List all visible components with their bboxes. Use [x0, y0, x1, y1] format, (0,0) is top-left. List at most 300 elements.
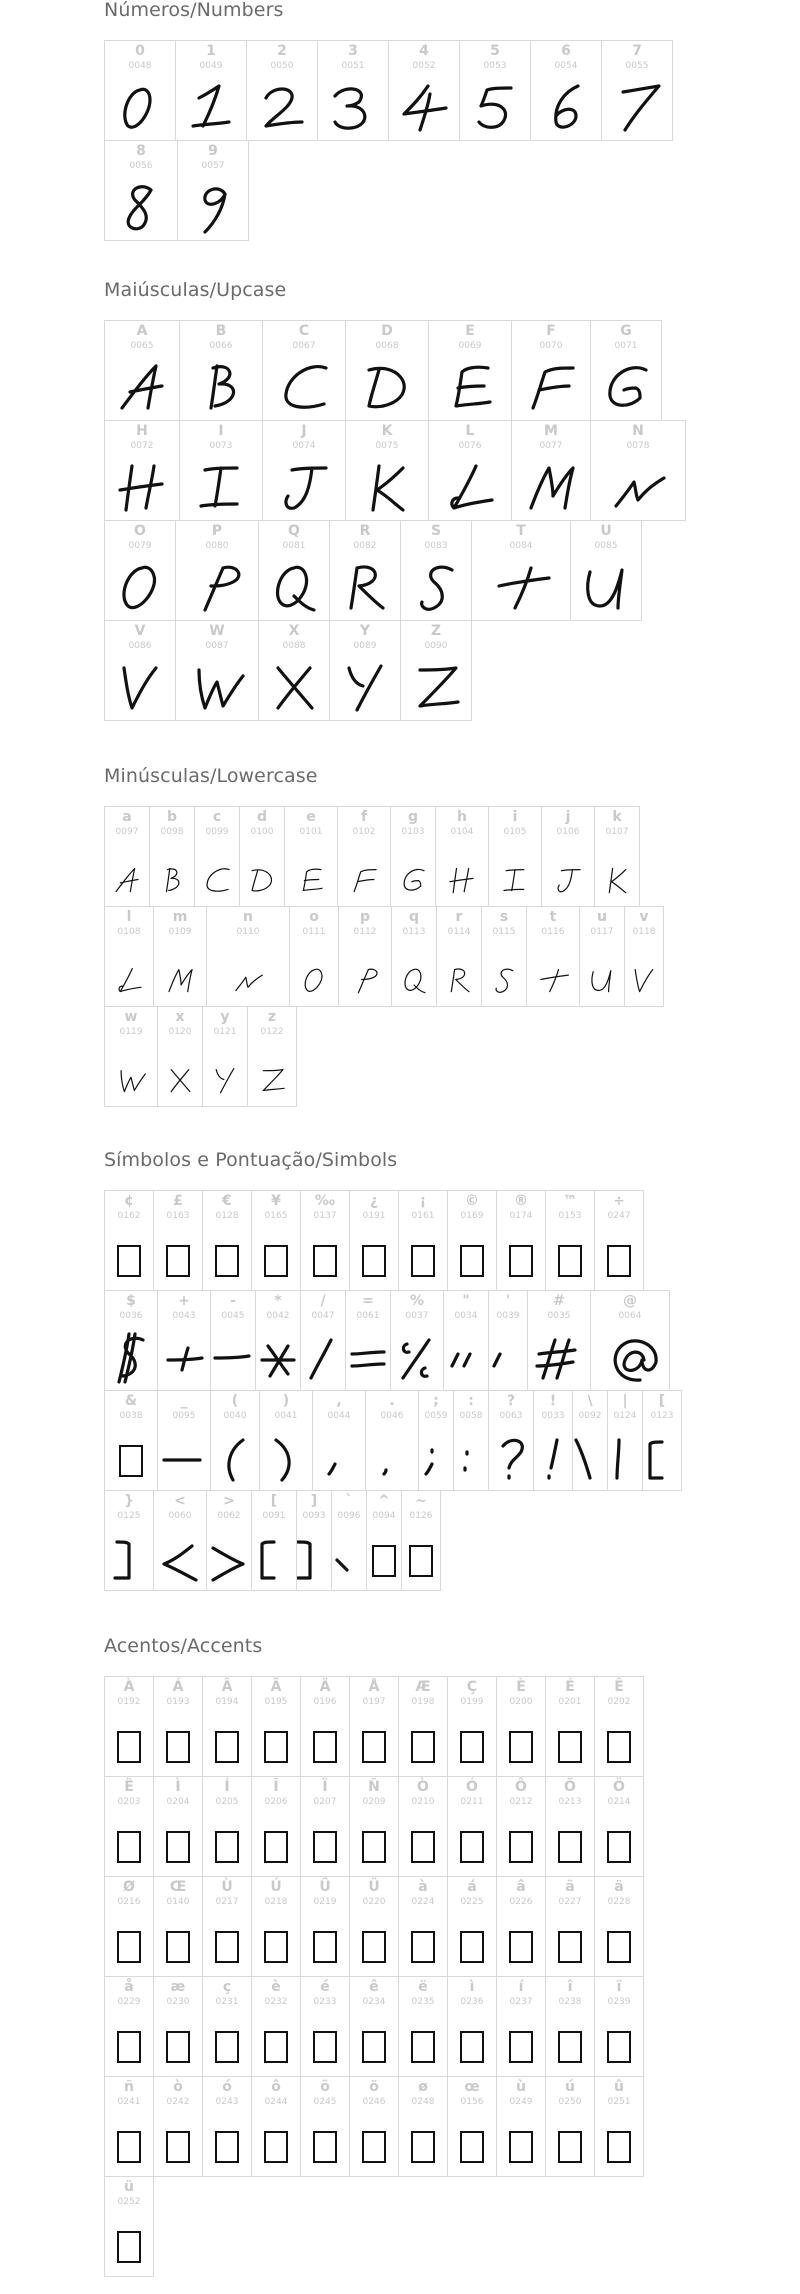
glyph-cell: [202, 1006, 248, 1107]
glyph-sample: [105, 1710, 153, 1772]
glyph-cell: [545, 1190, 595, 1291]
glyph-character: Ò: [417, 1779, 429, 1795]
glyph-stroke: [168, 1348, 202, 1370]
glyph-sample: [643, 1424, 681, 1486]
missing-glyph-box: [461, 2132, 483, 2162]
glyph-stroke: [384, 1470, 386, 1474]
glyph-character: \: [587, 1393, 593, 1409]
glyph-code: 0044: [327, 1411, 351, 1421]
glyph-cell: [104, 1490, 154, 1591]
glyph-stroke: [335, 89, 365, 128]
glyph-character: ñ: [124, 2079, 134, 2095]
glyph-cell: [262, 320, 346, 421]
glyph-sample: [367, 1524, 401, 1586]
glyph-grid: [104, 1676, 800, 2276]
glyph-character: [: [658, 1393, 666, 1409]
glyph-code: 0047: [311, 1311, 335, 1321]
glyph-character: ò: [173, 2079, 183, 2095]
glyph-code: 0156: [460, 2097, 484, 2107]
glyph-code: 0067: [292, 341, 316, 351]
glyph-sample: [158, 1424, 210, 1486]
glyph-sample: [399, 2010, 447, 2072]
glyph-cell: [104, 420, 180, 521]
glyph-sample: [542, 840, 594, 902]
glyph-stroke: [205, 567, 239, 610]
glyph-cell: [153, 1676, 203, 1777]
glyph-code: 0125: [117, 1511, 141, 1521]
glyph-cell: [331, 1490, 367, 1591]
glyph-character: x: [175, 1009, 185, 1025]
glyph-stroke: [215, 1356, 249, 1358]
glyph-cell: [345, 320, 429, 421]
glyph-stroke: [541, 970, 569, 992]
glyph-stroke: [533, 368, 573, 408]
glyph-sample: [528, 1324, 590, 1386]
glyph-cell: [594, 1676, 644, 1777]
missing-glyph-box: [118, 1832, 140, 1862]
glyph-code: 0038: [119, 1411, 143, 1421]
glyph-code: 0206: [264, 1797, 288, 1807]
glyph-cell: [296, 1490, 332, 1591]
missing-glyph-box: [216, 2032, 238, 2062]
glyph-cell: [104, 1676, 154, 1777]
glyph-code: 0080: [205, 541, 229, 551]
glyph-code: 0219: [313, 1897, 337, 1907]
glyph-cell: [300, 1290, 346, 1391]
glyph-character: 4: [419, 43, 429, 59]
glyph-stroke: [358, 969, 377, 993]
glyph-character: í: [518, 1979, 524, 1995]
glyph-code: 0088: [282, 641, 306, 651]
glyph-sample: [591, 454, 685, 516]
glyph-code: 0053: [483, 61, 507, 71]
glyph-code: 0201: [558, 1697, 582, 1707]
glyph-stroke: [193, 86, 229, 126]
glyph-code: 0234: [362, 1997, 386, 2007]
glyph-character: å: [124, 1979, 134, 1995]
glyph-code: 0119: [119, 1027, 143, 1037]
glyph-code: 0161: [411, 1211, 435, 1221]
section-title: Símbolos e Pontuação/Simbols: [104, 1149, 398, 1171]
glyph-sample: [105, 654, 175, 716]
missing-glyph-box: [167, 2032, 189, 2062]
glyph-sample: [105, 1224, 153, 1286]
glyph-sample: [105, 1324, 157, 1386]
glyph-sample: [437, 940, 481, 1002]
glyph-cell: [104, 520, 176, 621]
glyph-cell: [202, 1776, 252, 1877]
section-symbols: [104, 1150, 800, 1590]
glyph-code: 0252: [117, 2197, 141, 2207]
glyph-stroke: [216, 1069, 234, 1093]
glyph-code: 0241: [117, 2097, 141, 2107]
glyph-code: 0109: [168, 927, 192, 937]
glyph-code: 0081: [282, 541, 306, 551]
glyph-code: 0076: [458, 441, 482, 451]
glyph-code: 0039: [496, 1311, 520, 1321]
glyph-cell: [496, 2076, 546, 2177]
glyph-code: 0101: [299, 827, 323, 837]
glyph-cell: [300, 2076, 350, 2177]
missing-glyph-box: [216, 1932, 238, 1962]
glyph-character: à: [418, 1879, 428, 1895]
glyph-sample: [330, 654, 400, 716]
glyph-code: 0192: [117, 1697, 141, 1707]
glyph-cell: [210, 1290, 256, 1391]
glyph-character: |: [622, 1393, 628, 1409]
missing-glyph-box: [363, 1932, 385, 1962]
glyph-character: Î: [273, 1779, 279, 1795]
glyph-character: ç: [222, 1979, 232, 1995]
glyph-stroke: [128, 187, 151, 229]
glyph-code: 0204: [166, 1797, 190, 1807]
glyph-character: Í: [224, 1779, 230, 1795]
glyph-sample: [105, 1910, 153, 1972]
section-numbers: [104, 0, 800, 240]
glyph-character: 2: [277, 43, 287, 59]
glyph-sample: [527, 940, 579, 1002]
glyph-sample: [595, 1810, 643, 1872]
glyph-sample: [595, 1710, 643, 1772]
glyph-code: 0059: [424, 1411, 448, 1421]
glyph-cell: [398, 1876, 448, 1977]
glyph-character: œ: [464, 2079, 480, 2095]
missing-glyph-box: [167, 1732, 189, 1762]
glyph-cell: [594, 1976, 644, 2077]
glyph-character: è: [271, 1979, 281, 1995]
glyph-sample: [105, 174, 177, 236]
glyph-sample: [350, 1224, 398, 1286]
glyph-code: 0074: [292, 441, 316, 451]
glyph-code: 0070: [539, 341, 563, 351]
glyph-sample: [301, 2110, 349, 2172]
glyph-cell: [488, 1390, 534, 1491]
missing-glyph-box: [216, 1246, 238, 1276]
section-title: Acentos/Accents: [104, 1635, 263, 1657]
glyph-character: C: [298, 323, 310, 339]
section-upcase: [104, 280, 800, 720]
glyph-sample: [180, 454, 262, 516]
glyph-cell: [338, 906, 392, 1007]
missing-glyph-box: [608, 1832, 630, 1862]
glyph-character: ó: [222, 2079, 232, 2095]
glyph-sample: [211, 1424, 259, 1486]
glyph-stroke: [262, 1542, 274, 1578]
glyph-sample: [366, 1424, 418, 1486]
glyph-code: 0063: [499, 1411, 523, 1421]
glyph-stroke: [576, 1440, 590, 1478]
glyph-cell: [206, 906, 290, 1007]
glyph-sample: [472, 554, 570, 616]
glyph-stroke: [592, 971, 611, 992]
glyph-character: g: [407, 809, 419, 825]
glyph-stroke: [588, 570, 622, 608]
glyph-sample: [531, 74, 601, 136]
missing-glyph-box: [412, 1932, 434, 1962]
glyph-cell: [496, 1976, 546, 2077]
glyph-sample: [259, 554, 329, 616]
glyph-character: W: [209, 623, 225, 639]
glyph-sample: [195, 840, 239, 902]
section-accents: [104, 1636, 800, 2276]
glyph-cell: [104, 1290, 158, 1391]
glyph-sample: [263, 454, 345, 516]
glyph-cell: [239, 806, 285, 907]
glyph-cell: [496, 1776, 546, 1877]
glyph-cell: [447, 1876, 497, 1977]
glyph-character: ø: [418, 2079, 428, 2095]
glyph-sample: [154, 2110, 202, 2172]
glyph-code: 0244: [264, 2097, 288, 2107]
glyph-code: 0082: [353, 541, 377, 551]
glyph-character: /: [320, 1293, 326, 1309]
glyph-sample: [158, 1324, 210, 1386]
glyph-sample: [595, 1224, 643, 1286]
glyph-cell: [447, 2076, 497, 2177]
glyph-code: 0042: [266, 1311, 290, 1321]
glyph-character: ü: [124, 2179, 134, 2195]
missing-glyph-box: [363, 1732, 385, 1762]
glyph-code: 0107: [605, 827, 629, 837]
glyph-sample: [595, 2010, 643, 2072]
glyph-code: 0217: [215, 1897, 239, 1907]
glyph-sample: [176, 654, 258, 716]
glyph-sample: [252, 2010, 300, 2072]
glyph-code: 0191: [362, 1211, 386, 1221]
glyph-code: 0207: [313, 1797, 337, 1807]
glyph-stroke: [169, 970, 192, 992]
glyph-cell: [104, 620, 176, 721]
glyph-code: 0099: [205, 827, 229, 837]
glyph-grid: [104, 320, 800, 720]
glyph-cell: [545, 1776, 595, 1877]
glyph-cell: [262, 420, 346, 521]
glyph-character: O: [134, 523, 146, 539]
glyph-sample: [391, 840, 435, 902]
glyph-sample: [285, 840, 337, 902]
glyph-cell: [157, 1290, 211, 1391]
glyph-stroke: [337, 1560, 347, 1570]
missing-glyph-box: [167, 1932, 189, 1962]
glyph-code: 0079: [128, 541, 152, 551]
glyph-code: 0100: [250, 827, 274, 837]
glyph-character: b: [166, 809, 178, 825]
glyph-code: 0066: [209, 341, 233, 351]
glyph-character: c: [212, 809, 222, 825]
glyph-character: a: [122, 809, 132, 825]
glyph-stroke: [311, 1340, 331, 1378]
glyph-code: 0085: [594, 541, 618, 551]
glyph-stroke: [452, 466, 492, 508]
glyph-character: Ó: [466, 1779, 478, 1795]
glyph-character: ": [462, 1293, 470, 1309]
glyph-cell: [572, 1390, 608, 1491]
glyph-code: 0120: [168, 1027, 192, 1037]
glyph-cell: [398, 1676, 448, 1777]
glyph-code: 0202: [607, 1697, 631, 1707]
missing-glyph-box: [510, 1732, 532, 1762]
glyph-code: 0225: [460, 1897, 484, 1907]
glyph-character: L: [465, 423, 475, 439]
glyph-code: 0112: [353, 927, 377, 937]
glyph-character: Ï: [322, 1779, 328, 1795]
missing-glyph-box: [412, 1246, 434, 1276]
glyph-code: 0036: [119, 1311, 143, 1321]
glyph-code: 0124: [613, 1411, 637, 1421]
glyph-sample: [105, 454, 179, 516]
missing-glyph-box: [216, 2132, 238, 2162]
glyph-cell: [594, 1876, 644, 1977]
glyph-sample: [203, 1224, 251, 1286]
glyph-stroke: [125, 89, 150, 127]
glyph-cell: [255, 1290, 301, 1391]
glyph-code: 0072: [130, 441, 154, 451]
missing-glyph-box: [608, 2032, 630, 2062]
glyph-sample: [350, 1810, 398, 1872]
missing-glyph-box: [412, 1832, 434, 1862]
glyph-sample: [591, 354, 661, 416]
glyph-grid: [104, 806, 800, 1106]
section-title: Maiúsculas/Upcase: [104, 279, 287, 301]
glyph-code: 0071: [614, 341, 638, 351]
glyph-sample: [489, 1424, 533, 1486]
missing-glyph-box: [118, 2132, 140, 2162]
glyph-sample: [489, 840, 541, 902]
glyph-sample: [346, 354, 428, 416]
glyph-sample: [332, 1524, 366, 1586]
glyph-character: Ö: [613, 1779, 625, 1795]
missing-glyph-box: [559, 1832, 581, 1862]
glyph-code: 0052: [412, 61, 436, 71]
glyph-stroke: [537, 1340, 575, 1378]
glyph-character: z: [267, 1009, 277, 1025]
glyph-sample: [346, 1324, 390, 1386]
glyph-cell: [289, 906, 339, 1007]
glyph-cell: [258, 520, 330, 621]
glyph-code: 0163: [166, 1211, 190, 1221]
glyph-sample: [297, 1524, 331, 1586]
glyph-code: 0046: [380, 1411, 404, 1421]
glyph-cell: [157, 1006, 203, 1107]
glyph-cell: [317, 40, 389, 141]
glyph-cell: [418, 1390, 454, 1491]
glyph-sample: [211, 1324, 255, 1386]
glyph-sample: [350, 2110, 398, 2172]
glyph-code: 0092: [578, 1411, 602, 1421]
glyph-cell: [349, 1976, 399, 2077]
glyph-character: .: [389, 1393, 395, 1409]
glyph-stroke: [263, 1070, 284, 1091]
glyph-stroke: [452, 1354, 470, 1366]
glyph-character: Ô: [515, 1779, 527, 1795]
glyph-cell: [153, 1490, 207, 1591]
glyph-character: J: [301, 423, 307, 439]
glyph-sample: [546, 2110, 594, 2172]
glyph-code: 0231: [215, 1997, 239, 2007]
missing-glyph-box: [363, 2132, 385, 2162]
glyph-code: 0049: [199, 61, 223, 71]
glyph-sample: [105, 1424, 157, 1486]
missing-glyph-box: [373, 1546, 395, 1576]
glyph-character: €: [222, 1193, 232, 1209]
glyph-code: 0089: [353, 641, 377, 651]
glyph-code: 0245: [313, 2097, 337, 2107]
glyph-sample: [247, 74, 317, 136]
glyph-code: 0098: [160, 827, 184, 837]
glyph-code: 0137: [313, 1211, 337, 1221]
glyph-character: r: [455, 909, 463, 925]
glyph-code: 0113: [402, 927, 426, 937]
glyph-cell: [251, 1490, 297, 1591]
glyph-code: 0033: [541, 1411, 565, 1421]
glyph-character: M: [544, 423, 558, 439]
glyph-sample: [105, 1524, 153, 1586]
glyph-cell: [541, 806, 595, 907]
glyph-cell: [526, 906, 580, 1007]
missing-glyph-box: [314, 1832, 336, 1862]
glyph-stroke: [229, 1440, 243, 1480]
glyph-stroke: [167, 869, 179, 892]
glyph-stroke: [349, 666, 381, 710]
glyph-character: 6: [561, 43, 571, 59]
glyph-character: Æ: [415, 1679, 431, 1695]
glyph-sample: [448, 1224, 496, 1286]
missing-glyph-box: [265, 1732, 287, 1762]
glyph-stroke: [278, 567, 314, 610]
missing-glyph-box: [265, 1932, 287, 1962]
glyph-character: B: [215, 323, 227, 339]
glyph-stroke: [499, 568, 549, 608]
missing-glyph-box: [265, 2132, 287, 2162]
missing-glyph-box: [559, 1246, 581, 1276]
glyph-sample: [105, 940, 153, 1002]
missing-glyph-box: [608, 1732, 630, 1762]
glyph-cell: [206, 1490, 252, 1591]
glyph-sample: [301, 2010, 349, 2072]
glyph-cell: [153, 1976, 203, 2077]
missing-glyph-box: [559, 1932, 581, 1962]
glyph-cell: [349, 1776, 399, 1877]
glyph-sample: [512, 354, 590, 416]
glyph-code: 0236: [460, 1997, 484, 2007]
glyph-stroke: [211, 366, 234, 408]
glyph-sample: [448, 1910, 496, 1972]
glyph-character: &: [124, 1393, 138, 1409]
glyph-sample: [154, 1910, 202, 1972]
glyph-character: i: [512, 809, 518, 825]
glyph-cell: [153, 906, 207, 1007]
glyph-character: ú: [565, 2079, 575, 2095]
glyph-cell: [177, 140, 249, 241]
glyph-code: 0247: [607, 1211, 631, 1221]
glyph-cell: [153, 1190, 203, 1291]
glyph-cell: [349, 2076, 399, 2177]
glyph-sample: [301, 1910, 349, 1972]
glyph-code: 0211: [460, 1797, 484, 1807]
glyph-character: æ: [170, 1979, 186, 1995]
glyph-code: 0239: [607, 1997, 631, 2007]
glyph-character: [: [270, 1493, 278, 1509]
glyph-stroke: [405, 969, 425, 992]
glyph-cell: [545, 1976, 595, 2077]
glyph-character: Û: [319, 1879, 331, 1895]
glyph-cell: [590, 1290, 670, 1391]
glyph-sample: [497, 2010, 545, 2072]
glyph-character: ®: [514, 1193, 528, 1209]
glyph-cell: [345, 1290, 391, 1391]
glyph-character: Ê: [614, 1679, 624, 1695]
glyph-cell: [435, 806, 489, 907]
